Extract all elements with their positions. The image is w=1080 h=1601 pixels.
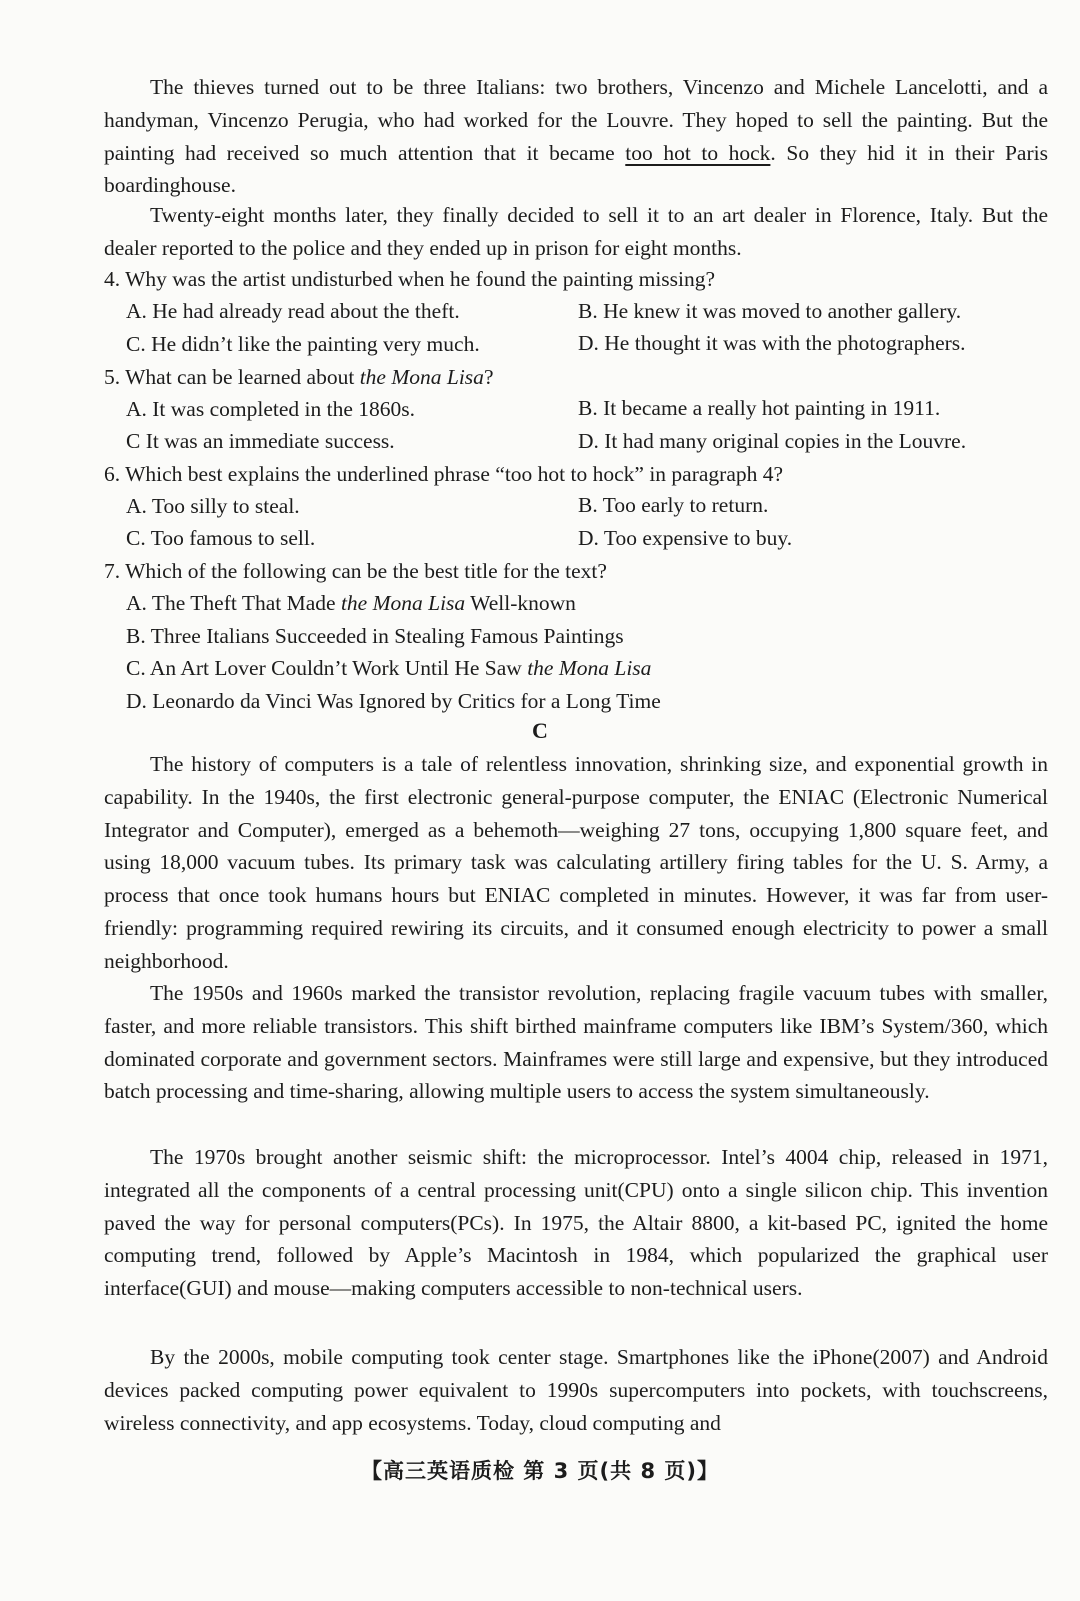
question-6-option-d: D. Too expensive to buy. xyxy=(578,526,793,550)
question-5-option-a: A. It was completed in the 1860s. xyxy=(126,397,416,421)
question-4-option-a: A. He had already read about the theft. xyxy=(126,299,460,323)
question-6-option-c: C. Too famous to sell. xyxy=(126,526,316,550)
question-7-option-a: A. The Theft That Made the Mona Lisa Well-known xyxy=(126,591,576,615)
page-footer: 【高三英语质检 第 3 页(共 8 页)】 xyxy=(361,1459,719,1483)
underlined-phrase: too hot to hock xyxy=(625,140,771,165)
passage-c-paragraph-3: The 1970s brought another seismic shift: the microprocessor. Intel’s 4004 chip, released in 1971, integrated all the components of a central processing unit(CPU) onto a single silicon chip. This invention paved the way for personal computers(PCs). In 1975, the Altair 8800, a kit-based PC, ignited the home computing trend, followed by Apple’s Macintosh in 1984, which popularized the graphical user interface(GUI) and mouse—making computers accessible to non-technical users. xyxy=(104,1145,1048,1301)
question-7-option-c: C. An Art Lover Couldn’t Work Until He Saw the Mona Lisa xyxy=(126,656,652,680)
section-label: C xyxy=(532,718,548,743)
question-4-option-d: D. He thought it was with the photographers. xyxy=(578,331,966,355)
question-7-stem: 7. Which of the following can be the best title for the text? xyxy=(104,559,607,583)
question-6-option-a: A. Too silly to steal. xyxy=(126,494,300,518)
passage-c-paragraph-1: The history of computers is a tale of relentless innovation, shrinking size, and exponential growth in capability. In the 1940s, the first electronic general-purpose computer, the ENIAC (Electronic Numerical Integrator and Computer), emerged as a behemoth—weighing 27 tons, occupying 1,800 square feet, and using 18,000 vacuum tubes. Its primary task was calculating artillery firing tables for the U. S. Army, a process that once took humans hours but ENIAC completed in minutes. However, it was far from user-friendly: programming required rewiring its circuits, and it consumed enough electricity to power a small neighborhood. xyxy=(104,752,1048,973)
question-5-option-b: B. It became a really hot painting in 1911. xyxy=(578,396,941,420)
question-6-stem: 6. Which best explains the underlined phrase “too hot to hock” in paragraph 4? xyxy=(104,462,784,486)
passage-c-paragraph-2: The 1950s and 1960s marked the transistor revolution, replacing fragile vacuum tubes with smaller, faster, and more reliable transistors. This shift birthed mainframe computers like IBM’s System/360, which dominated corporate and government sectors. Mainframes were still large and expensive, but they introduced batch processing and time-sharing, allowing multiple users to access the system simultaneously. xyxy=(104,981,1048,1104)
question-5-option-d: D. It had many original copies in the Louvre. xyxy=(578,429,967,453)
passage-c-paragraph-4: By the 2000s, mobile computing took center stage. Smartphones like the iPhone(2007) and Android devices packed computing power equivalent to 1990s supercomputers into pockets, with touchscreens, wireless connectivity, and app ecosystems. Today, cloud computing and xyxy=(104,1345,1048,1435)
question-6-option-b: B. Too early to return. xyxy=(578,493,769,517)
question-7-option-b: B. Three Italians Succeeded in Stealing Famous Paintings xyxy=(126,624,624,648)
question-5-option-c: C It was an immediate success. xyxy=(126,429,395,453)
question-4-stem: 4. Why was the artist undisturbed when he found the painting missing? xyxy=(104,267,716,291)
question-4-option-c: C. He didn’t like the painting very much. xyxy=(126,332,480,356)
question-5-stem: 5. What can be learned about the Mona Lisa? xyxy=(104,365,494,389)
passage-b-paragraph-4: Twenty-eight months later, they finally decided to sell it to an art dealer in Florence, Italy. But the dealer reported to the police and they ended up in prison for eight months. xyxy=(104,203,1048,260)
passage-b-paragraph-3: The thieves turned out to be three Italians: two brothers, Vincenzo and Michele Lancelotti, and a handyman, Vincenzo Perugia, who had worked for the Louvre. They hoped to sell the painting. But the painting had received so much attention that it became too hot to hock. So they hid it in their Paris boardinghouse. xyxy=(104,75,1048,198)
question-7-option-d: D. Leonardo da Vinci Was Ignored by Critics for a Long Time xyxy=(126,689,661,713)
question-4-option-b: B. He knew it was moved to another gallery. xyxy=(578,299,962,323)
